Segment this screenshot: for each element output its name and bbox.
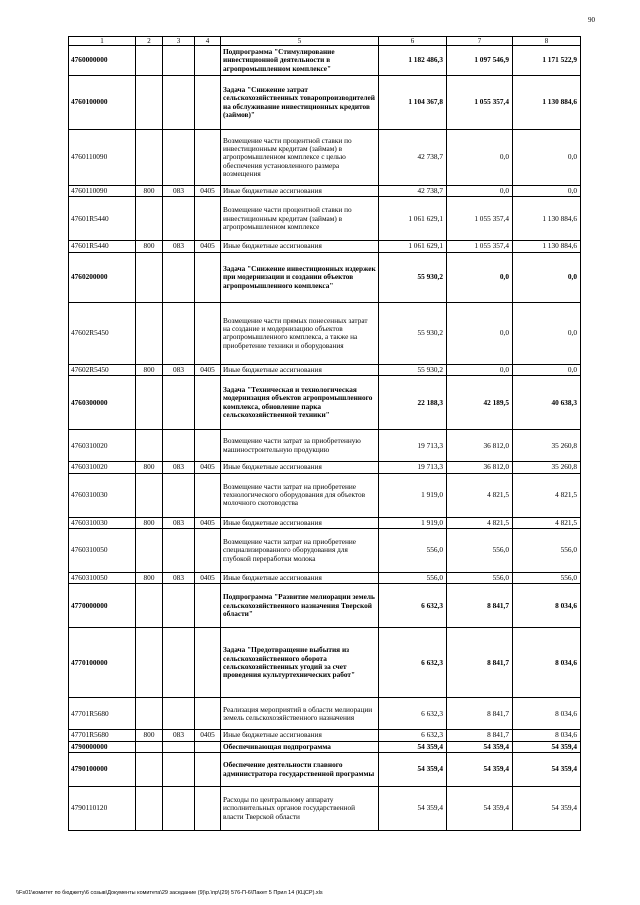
row-code: 4760310030 (69, 473, 136, 517)
row-subsection (195, 698, 221, 730)
row-section (136, 628, 163, 698)
row-name: Иные бюджетные ассигнования (221, 241, 379, 252)
row-value-2023: 0,0 (447, 364, 513, 375)
page-number: 90 (588, 16, 595, 24)
row-value-2023: 0,0 (447, 252, 513, 302)
row-value-2022: 54 359,4 (379, 753, 447, 787)
row-subsection: 0405 (195, 517, 221, 528)
row-value-2022: 54 359,4 (379, 741, 447, 752)
row-name: Возмещение части процентной ставки по инвестиционным кредитам (займам) в агропромышленном комплексе (221, 197, 379, 241)
row-value-2022: 55 930,2 (379, 252, 447, 302)
row-value-2023: 54 359,4 (447, 753, 513, 787)
row-name: Возмещение части прямых понесенных затрат на создание и модернизацию объектов агропромышленного комплекса, а также на приобретение техники и оборудования (221, 302, 379, 364)
header-row (69, 37, 581, 46)
table-row (69, 46, 581, 76)
row-code: 4790110120 (69, 787, 136, 831)
row-ministry (163, 46, 195, 76)
row-value-2023: 36 812,0 (447, 462, 513, 473)
row-value-2023: 54 359,4 (447, 741, 513, 752)
row-code: 47701R5680 (69, 730, 136, 741)
row-ministry (163, 197, 195, 241)
row-section: 800 (136, 241, 163, 252)
row-value-2022: 6 632,3 (379, 628, 447, 698)
row-value-2023: 8 841,7 (447, 628, 513, 698)
row-value-2023: 8 841,7 (447, 698, 513, 730)
row-name: Возмещение части затрат за приобретенную машиностроительную продукцию (221, 430, 379, 462)
row-value-2024: 556,0 (513, 529, 581, 573)
row-value-2022: 1 061 629,1 (379, 241, 447, 252)
row-name: Возмещение части процентной ставки по инвестиционным кредитам (займам) в агропромышленном комплексе с целью обеспечения установленного размера возмещения (221, 130, 379, 186)
table-row (69, 628, 581, 698)
row-value-2022: 22 188,3 (379, 376, 447, 430)
table-row (69, 462, 581, 473)
row-subsection: 0405 (195, 730, 221, 741)
table-row (69, 364, 581, 375)
row-ministry (163, 753, 195, 787)
row-value-2024: 556,0 (513, 573, 581, 584)
row-value-2024: 4 821,5 (513, 473, 581, 517)
row-value-2022: 55 930,2 (379, 302, 447, 364)
row-subsection (195, 302, 221, 364)
row-code: 4760310020 (69, 430, 136, 462)
row-value-2024: 54 359,4 (513, 741, 581, 752)
row-name: Иные бюджетные ассигнования (221, 730, 379, 741)
row-value-2024: 1 130 884,6 (513, 241, 581, 252)
row-section (136, 741, 163, 752)
row-ministry (163, 252, 195, 302)
row-code: 4760310020 (69, 462, 136, 473)
table-row (69, 376, 581, 430)
row-ministry: 083 (163, 517, 195, 528)
header-col-6: 6 (379, 37, 447, 46)
row-code: 4760310030 (69, 517, 136, 528)
row-name: Иные бюджетные ассигнования (221, 462, 379, 473)
row-value-2024: 35 260,8 (513, 430, 581, 462)
row-value-2022: 1 919,0 (379, 517, 447, 528)
header-col-1: 1 (69, 37, 136, 46)
row-value-2023: 42 189,5 (447, 376, 513, 430)
row-ministry: 083 (163, 573, 195, 584)
row-subsection: 0405 (195, 462, 221, 473)
header-col-2: 2 (136, 37, 163, 46)
row-ministry (163, 430, 195, 462)
header-col-3: 3 (163, 37, 195, 46)
row-ministry (163, 741, 195, 752)
row-section (136, 584, 163, 628)
table-row (69, 730, 581, 741)
row-code: 4790000000 (69, 741, 136, 752)
row-value-2024: 0,0 (513, 364, 581, 375)
row-value-2023: 1 055 357,4 (447, 241, 513, 252)
row-section: 800 (136, 730, 163, 741)
row-code: 4760310050 (69, 573, 136, 584)
row-section: 800 (136, 186, 163, 197)
row-code: 4770100000 (69, 628, 136, 698)
row-value-2024: 35 260,8 (513, 462, 581, 473)
row-value-2022: 42 738,7 (379, 130, 447, 186)
row-section: 800 (136, 462, 163, 473)
row-value-2024: 1 171 522,9 (513, 46, 581, 76)
row-section (136, 302, 163, 364)
row-value-2022: 556,0 (379, 573, 447, 584)
row-subsection: 0405 (195, 573, 221, 584)
row-value-2023: 1 055 357,4 (447, 76, 513, 130)
row-section (136, 430, 163, 462)
row-value-2024: 8 034,6 (513, 730, 581, 741)
row-value-2023: 0,0 (447, 302, 513, 364)
row-ministry (163, 302, 195, 364)
row-name: Иные бюджетные ассигнования (221, 517, 379, 528)
table-row (69, 517, 581, 528)
row-value-2022: 6 632,3 (379, 698, 447, 730)
row-subsection (195, 130, 221, 186)
table-row (69, 473, 581, 517)
row-value-2024: 54 359,4 (513, 753, 581, 787)
row-section: 800 (136, 517, 163, 528)
row-subsection (195, 529, 221, 573)
row-ministry (163, 473, 195, 517)
row-name: Обеспечивающая подпрограмма (221, 741, 379, 752)
row-ministry (163, 584, 195, 628)
row-value-2023: 4 821,5 (447, 517, 513, 528)
row-value-2024: 4 821,5 (513, 517, 581, 528)
row-value-2023: 8 841,7 (447, 730, 513, 741)
row-section (136, 76, 163, 130)
row-code: 47701R5680 (69, 698, 136, 730)
row-value-2022: 1 104 367,8 (379, 76, 447, 130)
row-code: 47601R5440 (69, 241, 136, 252)
row-name: Задача "Снижение инвестиционных издержек при модернизации и создании объектов агропромышленного комплекса" (221, 252, 379, 302)
row-value-2022: 556,0 (379, 529, 447, 573)
row-subsection (195, 252, 221, 302)
row-ministry (163, 698, 195, 730)
row-value-2022: 19 713,3 (379, 462, 447, 473)
row-value-2023: 1 055 357,4 (447, 197, 513, 241)
row-value-2024: 40 638,3 (513, 376, 581, 430)
row-value-2023: 0,0 (447, 186, 513, 197)
row-value-2023: 54 359,4 (447, 787, 513, 831)
row-name: Задача "Техническая и технологическая модернизация объектов агропромышленного комплекса, обновление парка сельскохозяйственной техники" (221, 376, 379, 430)
row-name: Возмещение части затрат на приобретение специализированного оборудования для глубокой переработки молока (221, 529, 379, 573)
row-ministry: 083 (163, 462, 195, 473)
row-code: 4760000000 (69, 46, 136, 76)
row-section (136, 529, 163, 573)
row-code: 4770000000 (69, 584, 136, 628)
row-section: 800 (136, 364, 163, 375)
table-row (69, 430, 581, 462)
row-ministry (163, 376, 195, 430)
row-name: Расходы по центральному аппарату исполнительных органов государственной власти Тверской области (221, 787, 379, 831)
row-name: Иные бюджетные ассигнования (221, 186, 379, 197)
row-subsection (195, 628, 221, 698)
row-section (136, 252, 163, 302)
row-subsection: 0405 (195, 364, 221, 375)
row-value-2023: 556,0 (447, 573, 513, 584)
table-row (69, 186, 581, 197)
row-name: Иные бюджетные ассигнования (221, 573, 379, 584)
row-value-2022: 1 061 629,1 (379, 197, 447, 241)
row-value-2022: 1 182 486,3 (379, 46, 447, 76)
row-value-2022: 19 713,3 (379, 430, 447, 462)
row-code: 47602R5450 (69, 364, 136, 375)
row-value-2024: 0,0 (513, 186, 581, 197)
table-row (69, 753, 581, 787)
row-ministry: 083 (163, 241, 195, 252)
row-value-2023: 1 097 546,9 (447, 46, 513, 76)
header-col-8: 8 (513, 37, 581, 46)
row-subsection: 0405 (195, 186, 221, 197)
row-subsection (195, 473, 221, 517)
row-value-2023: 556,0 (447, 529, 513, 573)
row-section (136, 473, 163, 517)
row-subsection (195, 584, 221, 628)
row-code: 4760200000 (69, 252, 136, 302)
row-code: 4760300000 (69, 376, 136, 430)
table-row (69, 529, 581, 573)
table-row (69, 741, 581, 752)
row-section (136, 130, 163, 186)
row-value-2024: 0,0 (513, 130, 581, 186)
table-row (69, 241, 581, 252)
row-section (136, 753, 163, 787)
row-subsection (195, 376, 221, 430)
table-row (69, 76, 581, 130)
row-value-2024: 8 034,6 (513, 698, 581, 730)
row-value-2023: 0,0 (447, 130, 513, 186)
row-name: Обеспечение деятельности главного администратора государственной программы (221, 753, 379, 787)
row-value-2024: 1 130 884,6 (513, 197, 581, 241)
row-ministry: 083 (163, 186, 195, 197)
row-ministry: 083 (163, 730, 195, 741)
row-code: 47601R5440 (69, 197, 136, 241)
row-section (136, 698, 163, 730)
row-name: Реализация мероприятий в области мелиорации земель сельскохозяйственного назначения (221, 698, 379, 730)
row-value-2024: 8 034,6 (513, 584, 581, 628)
row-ministry: 083 (163, 364, 195, 375)
table-row (69, 130, 581, 186)
table-row (69, 252, 581, 302)
row-subsection (195, 741, 221, 752)
row-subsection (195, 787, 221, 831)
row-section (136, 787, 163, 831)
row-value-2022: 54 359,4 (379, 787, 447, 831)
row-code: 4760110090 (69, 186, 136, 197)
table-row (69, 787, 581, 831)
row-subsection (195, 46, 221, 76)
row-value-2024: 1 130 884,6 (513, 76, 581, 130)
row-code: 4790100000 (69, 753, 136, 787)
table-row (69, 302, 581, 364)
row-section: 800 (136, 573, 163, 584)
row-value-2023: 8 841,7 (447, 584, 513, 628)
row-value-2022: 1 919,0 (379, 473, 447, 517)
row-subsection (195, 197, 221, 241)
row-name: Задача "Предотвращение выбытия из сельскохозяйственного оборота сельскохозяйственных угодий за счет проведения культуртехнических работ" (221, 628, 379, 698)
file-path-footer: \\Fs01\комитет по бюджету\6 созыв\Документы комитета\29 заседание (9)\р.\пр\(29) 576-П-6\Пакет 5 Прил 14 (КЦСР).xls (16, 890, 323, 896)
row-value-2024: 54 359,4 (513, 787, 581, 831)
table-row (69, 698, 581, 730)
row-code: 4760110090 (69, 130, 136, 186)
row-ministry (163, 787, 195, 831)
row-value-2022: 6 632,3 (379, 730, 447, 741)
table-row (69, 573, 581, 584)
header-col-4: 4 (195, 37, 221, 46)
row-subsection (195, 76, 221, 130)
row-value-2022: 42 738,7 (379, 186, 447, 197)
row-ministry (163, 130, 195, 186)
table-row (69, 584, 581, 628)
row-section (136, 376, 163, 430)
row-value-2022: 6 632,3 (379, 584, 447, 628)
table-row (69, 197, 581, 241)
row-code: 4760100000 (69, 76, 136, 130)
row-name: Иные бюджетные ассигнования (221, 364, 379, 375)
row-subsection (195, 753, 221, 787)
budget-table (68, 36, 581, 831)
row-code: 47602R5450 (69, 302, 136, 364)
row-section (136, 46, 163, 76)
row-ministry (163, 76, 195, 130)
header-col-5: 5 (221, 37, 379, 46)
header-col-7: 7 (447, 37, 513, 46)
row-subsection (195, 430, 221, 462)
row-name: Подпрограмма "Стимулирование инвестиционной деятельности в агропромышленном комплексе" (221, 46, 379, 76)
row-value-2024: 8 034,6 (513, 628, 581, 698)
row-section (136, 197, 163, 241)
row-ministry (163, 529, 195, 573)
row-subsection: 0405 (195, 241, 221, 252)
row-name: Подпрограмма "Развитие мелиорации земель сельскохозяйственного назначения Тверской области" (221, 584, 379, 628)
row-value-2023: 4 821,5 (447, 473, 513, 517)
row-value-2024: 0,0 (513, 302, 581, 364)
row-name: Возмещение части затрат на приобретение технологического оборудования для объектов молочного скотоводства (221, 473, 379, 517)
row-code: 4760310050 (69, 529, 136, 573)
row-value-2023: 36 812,0 (447, 430, 513, 462)
row-value-2024: 0,0 (513, 252, 581, 302)
row-value-2022: 55 930,2 (379, 364, 447, 375)
row-ministry (163, 628, 195, 698)
row-name: Задача "Снижение затрат сельскохозяйственных товаропроизводителей на обслуживание инвестиционных кредитов (займов)" (221, 76, 379, 130)
